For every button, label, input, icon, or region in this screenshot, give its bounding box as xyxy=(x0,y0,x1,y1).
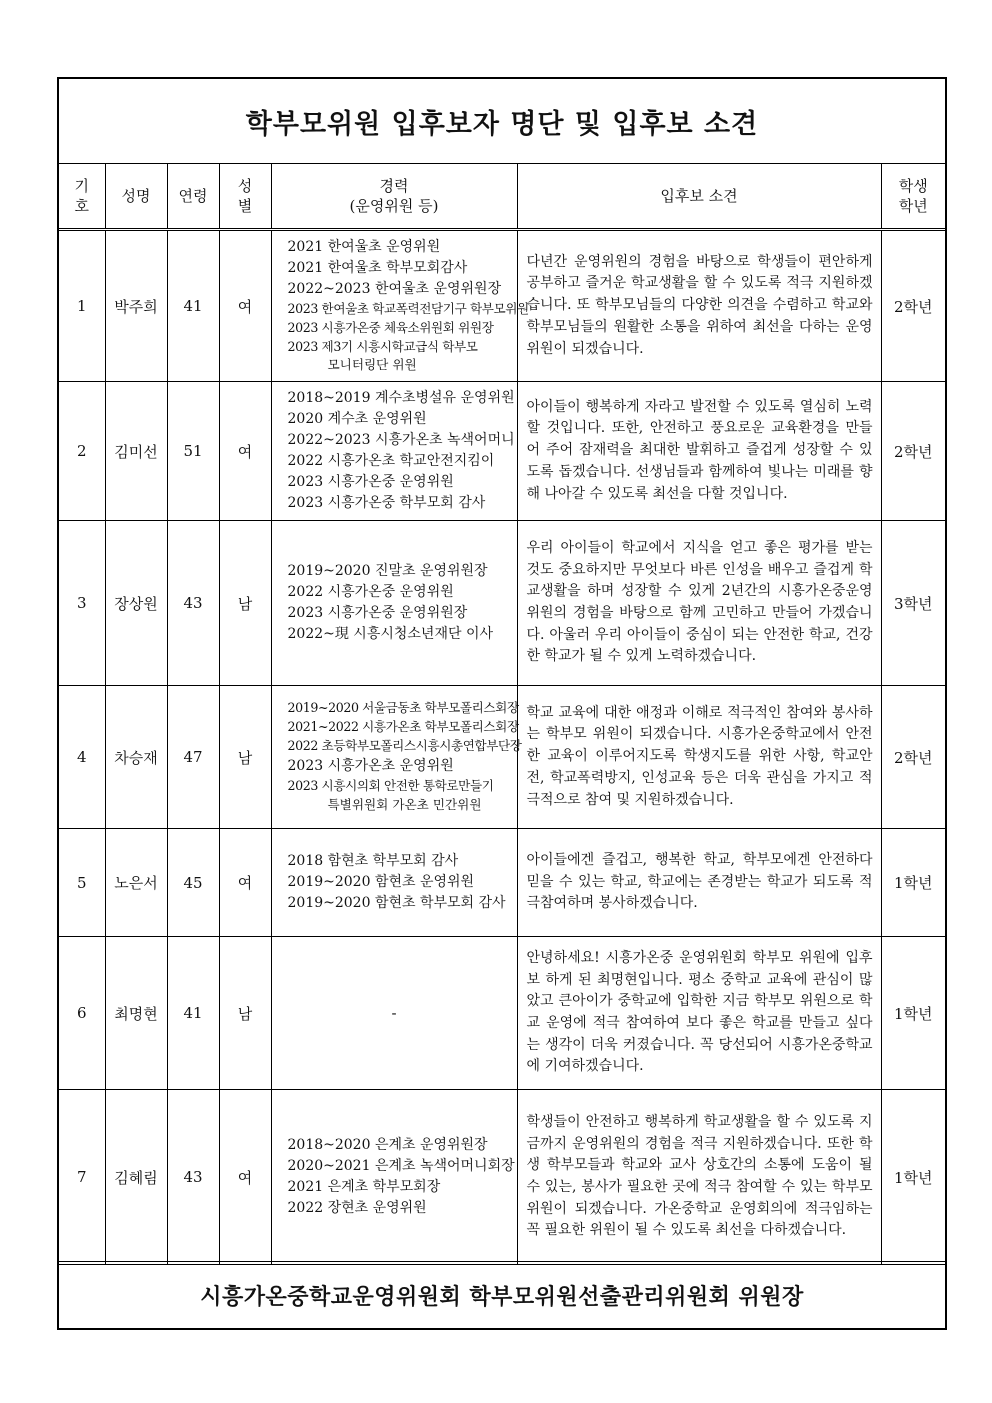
candidate-gender: 여 xyxy=(219,382,271,521)
header-no: 기 호 xyxy=(59,164,105,230)
candidate-number: 7 xyxy=(59,1090,105,1265)
candidate-gender: 남 xyxy=(219,521,271,686)
career-line: 2022~2023 시흥가온초 녹색어머니 xyxy=(287,432,515,448)
career-line: 2023 시흥가온초 운영위원 xyxy=(287,757,454,774)
header-age: 연령 xyxy=(167,164,219,230)
candidate-age: 51 xyxy=(167,382,219,521)
candidate-number: 1 xyxy=(59,230,105,382)
table-row xyxy=(59,829,945,937)
career-line: 2018~2020 은계초 운영위원장 xyxy=(287,1137,488,1153)
candidate-gender: 여 xyxy=(219,829,271,937)
career-line: 2018~2019 계수초병설유 운영위원 xyxy=(287,390,515,406)
table-row xyxy=(59,1090,945,1265)
candidate-age: 41 xyxy=(167,230,219,382)
candidate-career xyxy=(271,829,517,937)
career-line: 2023 시흥시의회 안전한 통학로만들기 xyxy=(287,777,494,793)
candidate-age: 45 xyxy=(167,829,219,937)
candidate-name: 김미선 xyxy=(105,382,167,521)
candidate-grade: 2학년 xyxy=(881,686,945,829)
candidate-grade: 2학년 xyxy=(881,230,945,382)
career-line: 2020 계수초 운영위원 xyxy=(287,411,427,427)
page-title: 학부모위원 입후보자 명단 및 입후보 소견 xyxy=(245,108,759,140)
header-name: 성명 xyxy=(105,164,167,230)
candidate-grade: 3학년 xyxy=(881,521,945,686)
career-line: 특별위원회 가온초 민간위원 xyxy=(327,796,482,812)
candidate-opinion: 아이들이 행복하게 자라고 발전할 수 있도록 열심히 노력할 것입니다. 또한, 안전하고 풍요로운 교육환경을 만들어 주어 잠재력을 최대한 발휘하고 즐겁게 성장할 수 있도록 돕겠습니다. 선생님들과 함께하여 빛나는 미래를 향해 나아갈 수 있도록 최선을 다할 것입니다. xyxy=(517,382,881,521)
table-row xyxy=(59,937,945,1090)
candidate-number: 4 xyxy=(59,686,105,829)
header-opinion: 입후보 소견 xyxy=(517,164,881,230)
candidate-career xyxy=(271,230,529,382)
candidate-age: 43 xyxy=(167,1090,219,1265)
candidate-number: 6 xyxy=(59,937,105,1090)
career-line: 2021 한여울초 운영위원 xyxy=(287,238,441,255)
candidate-name: 최명현 xyxy=(105,937,167,1090)
candidate-grade: 1학년 xyxy=(881,937,945,1090)
career-line: 2021 한여울초 학부모회감사 xyxy=(287,259,468,276)
career-line: 2019~2020 진말초 운영위원장 xyxy=(287,563,488,579)
career-line: 2019~2020 함현초 운영위원 xyxy=(287,874,475,890)
candidate-name: 김혜림 xyxy=(105,1090,167,1265)
career-line: 2023 시흥가온중 운영위원장 xyxy=(287,605,468,621)
candidate-opinion: 아이들에겐 즐겁고, 행복한 학교, 학부모에겐 안전하다 믿을 수 있는 학교, 학교에는 존경받는 학교가 되도록 적극참여하며 봉사하겠습니다. xyxy=(517,829,881,937)
candidate-name: 장상원 xyxy=(105,521,167,686)
career-line: 2023 제3기 시흥시학교급식 학부모 xyxy=(287,338,478,354)
table-row xyxy=(59,382,945,521)
career-line: 2022 장현초 운영위원 xyxy=(287,1200,427,1216)
candidate-opinion: 다년간 운영위원의 경험을 바탕으로 학생들이 편안하게 공부하고 즐거운 학교생활을 할 수 있도록 적극 지원하겠습니다. 또 학부모님들의 다양한 의견을 수렴하고 학교와 학부모님들의 원활한 소통을 위하여 최선을 다하는 운영위원이 되겠습니다. xyxy=(517,230,881,382)
table-row xyxy=(59,686,945,829)
candidate-number: 2 xyxy=(59,382,105,521)
footer-signature: 시흥가온중학교운영위원회 학부모위원선출관리위원회 위원장 xyxy=(59,1261,945,1328)
candidate-opinion: 우리 아이들이 학교에서 지식을 얻고 좋은 평가를 받는 것도 중요하지만 무엇보다 바른 인성을 배우고 즐겁게 학교생활을 하며 성장할 수 있게 2년간의 시흥가온중운영위원의 경험을 바탕으로 함께 고민하고 만들어 가겠습니다. 아울러 우리 아이들이 중심이 되는 안전한 학교, 건강한 학교가 될 수 있게 노력하겠습니다. xyxy=(517,521,881,686)
candidate-age: 43 xyxy=(167,521,219,686)
career-line: 2022 시흥가온초 학교안전지킴이 xyxy=(287,453,495,469)
career-line: 2020~2021 은계초 녹색어머니회장 xyxy=(287,1158,515,1174)
candidate-gender: 여 xyxy=(219,230,271,382)
candidate-name: 박주희 xyxy=(105,230,167,382)
candidate-age: 41 xyxy=(167,937,219,1090)
candidate-table xyxy=(59,163,945,1265)
candidate-gender: 남 xyxy=(219,686,271,829)
candidate-career: - xyxy=(271,937,517,1090)
table-row xyxy=(59,521,945,686)
table-row xyxy=(59,230,945,382)
career-line: 2019~2020 서울금동초 학부모폴리스회장 xyxy=(287,700,519,716)
career-line: 2021~2022 시흥가온초 학부모폴리스회장 xyxy=(287,719,519,735)
candidate-gender: 여 xyxy=(219,1090,271,1265)
career-line: 2023 시흥가온중 체육소위원회 위원장 xyxy=(287,319,494,335)
career-line: 2018 함현초 학부모회 감사 xyxy=(287,853,459,869)
candidate-gender: 남 xyxy=(219,937,271,1090)
header-grade: 학생 학년 xyxy=(881,164,945,230)
career-line: 2022~現 시흥시청소년재단 이사 xyxy=(287,626,493,642)
career-line: 2019~2020 함현초 학부모회 감사 xyxy=(287,895,506,911)
candidate-career xyxy=(271,382,517,521)
career-line: 2023 시흥가온중 운영위원 xyxy=(287,474,454,490)
career-line: 2022~2023 한여울초 운영위원장 xyxy=(287,280,502,297)
career-line: 모니터링단 위원 xyxy=(327,357,417,373)
career-line: 2022 초등학부모폴리스시흥시총연합부단장 xyxy=(287,738,522,754)
candidate-age: 47 xyxy=(167,686,219,829)
candidate-grade: 1학년 xyxy=(881,829,945,937)
candidate-number: 5 xyxy=(59,829,105,937)
candidate-name: 차승재 xyxy=(105,686,167,829)
candidate-opinion: 학교 교육에 대한 애정과 이해로 적극적인 참여와 봉사하는 학부모 위원이 되겠습니다. 시흥가온중학교에서 안전한 교육이 이루어지도록 학생지도를 위한 사항, 학교안전, 학교폭력방지, 인성교육 등은 더욱 관심을 가지고 적극적으로 참여 및 지원하겠습니다. xyxy=(517,686,881,829)
header-row xyxy=(59,164,945,230)
candidate-career xyxy=(271,1090,517,1265)
header-career: 경력 (운영위원 등) xyxy=(271,164,517,230)
candidate-opinion: 안녕하세요! 시흥가온중 운영위원회 학부모 위원에 입후보 하게 된 최명현입니다. 평소 중학교 교육에 관심이 많았고 큰아이가 중학교에 입학한 지금 학부모 위원으로 학교 운영에 적극 참여하여 보다 좋은 학교를 만들고 싶다는 생각이 더욱 커졌습니다. 꼭 당선되어 시흥가온중학교에 기여하겠습니다. xyxy=(517,937,881,1090)
candidate-career xyxy=(271,521,517,686)
candidate-career xyxy=(271,686,522,829)
candidate-grade: 2학년 xyxy=(881,382,945,521)
document-frame xyxy=(57,77,947,1330)
career-line: 2022 시흥가온중 운영위원 xyxy=(287,584,454,600)
career-line: 2023 한여울초 학교폭력전담기구 학부모위원 xyxy=(287,300,529,316)
header-gender: 성 별 xyxy=(219,164,271,230)
candidate-number: 3 xyxy=(59,521,105,686)
candidate-name: 노은서 xyxy=(105,829,167,937)
career-line: 2023 시흥가온중 학부모회 감사 xyxy=(287,495,486,511)
candidate-grade: 1학년 xyxy=(881,1090,945,1265)
career-line: 2021 은계초 학부모회장 xyxy=(287,1179,441,1195)
candidate-opinion: 학생들이 안전하고 행복하게 학교생활을 할 수 있도록 지금까지 운영위원의 경험을 적극 지원하겠습니다. 또한 학생 학부모들과 학교와 교사 상호간의 소통에 도움이 될 수 있는, 봉사가 필요한 곳에 적극 참여할 수 있는 학부모위원이 되겠습니다. 가온중학교 운영회의에 적극임하는 꼭 필요한 위원이 될 수 있도록 최선을 다하겠습니다. xyxy=(517,1090,881,1265)
